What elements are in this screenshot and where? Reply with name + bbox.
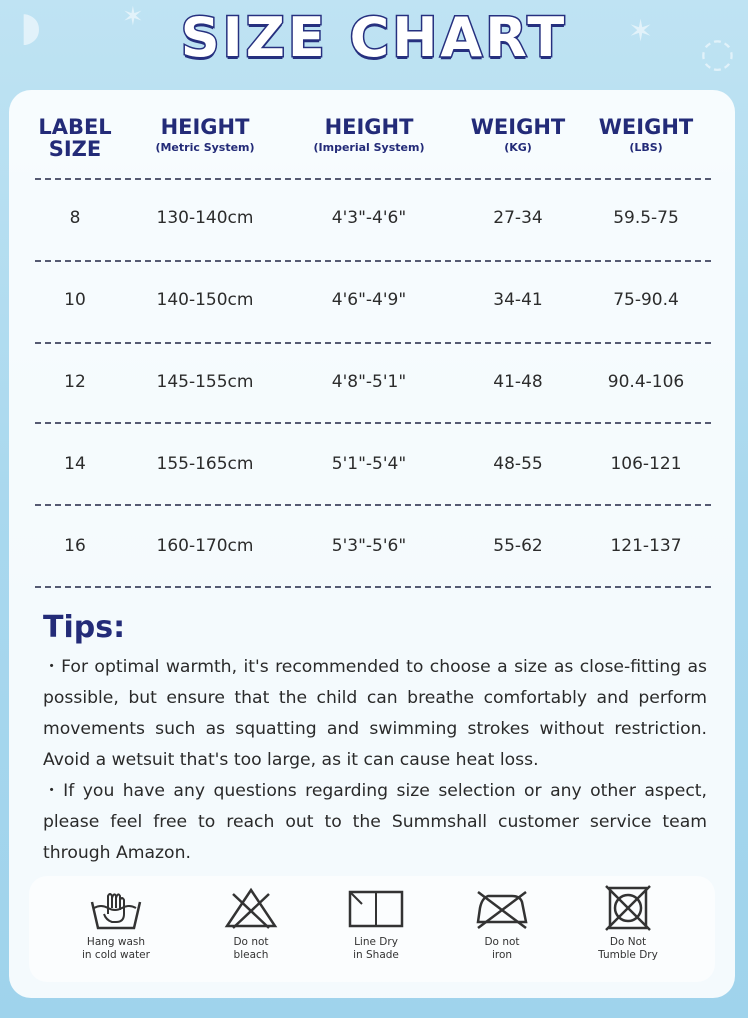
divider: [35, 504, 711, 506]
no-iron-icon: [472, 884, 532, 932]
page-title: SIZE CHART: [180, 6, 568, 69]
hand-wash-icon: [86, 884, 146, 932]
care-instructions: [29, 876, 715, 982]
table-row: [9, 526, 735, 566]
table-row: [9, 280, 735, 320]
cell-height-imperial: 5'1"-5'4": [331, 454, 407, 474]
divider: [35, 586, 711, 588]
cell-weight-kg: 48-55: [493, 454, 543, 474]
size-chart-card: [9, 90, 735, 998]
cell-weight-lbs: 106-121: [610, 454, 682, 474]
cell-height-metric: 160-170cm: [156, 536, 254, 556]
care-item-hand-wash: Hang wash in cold water: [61, 884, 171, 962]
cell-height-metric: 145-155cm: [156, 372, 254, 392]
cell-height-metric: 140-150cm: [156, 290, 254, 310]
tips-body: [43, 652, 707, 869]
cell-height-metric: 155-165cm: [156, 454, 254, 474]
cell-label-size: 10: [64, 290, 86, 310]
table-row: [9, 444, 735, 484]
tip-paragraph: ・For optimal warmth, it's recommended to choose a size as close-fitting as possible, but ensure that the child can breathe comfortably and perform movements such as squatting and swimming strokes without restriction. Avoid a wetsuit that's too large, as it can cause heat loss.: [43, 657, 707, 770]
table-row: [9, 362, 735, 402]
cell-height-imperial: 4'8"-5'1": [331, 372, 407, 392]
cell-weight-lbs: 90.4-106: [607, 372, 685, 392]
cell-label-size: 12: [64, 372, 86, 392]
header-height-imperial: HEIGHT (Imperial System): [313, 115, 425, 154]
tip-paragraph: ・If you have any questions regarding size selection or any other aspect, please feel free to reach out to the Summshall customer service team through Amazon.: [43, 781, 707, 863]
divider: [35, 422, 711, 424]
line-dry-shade-icon: [346, 884, 406, 932]
cell-label-size: 8: [69, 208, 81, 228]
care-item-no-tumble-dry: Do Not Tumble Dry: [573, 884, 683, 962]
cell-weight-lbs: 59.5-75: [613, 208, 679, 228]
cell-label-size: 16: [64, 536, 86, 556]
care-item-no-bleach: Do not bleach: [196, 884, 306, 962]
table-row: [9, 198, 735, 238]
divider: [35, 178, 711, 180]
starfish-decoration-icon: ✶: [628, 14, 654, 49]
header-height-metric: HEIGHT (Metric System): [155, 115, 255, 154]
cell-height-imperial: 4'6"-4'9": [331, 290, 407, 310]
care-item-line-dry: Line Dry in Shade: [321, 884, 431, 962]
cell-label-size: 14: [64, 454, 86, 474]
cell-weight-kg: 27-34: [493, 208, 543, 228]
cell-weight-kg: 34-41: [493, 290, 543, 310]
cell-weight-lbs: 75-90.4: [613, 290, 679, 310]
no-bleach-icon: [221, 884, 281, 932]
starfish-decoration-icon: ✶: [122, 2, 144, 32]
bubble-decoration-icon: ◌: [700, 30, 735, 76]
cell-height-imperial: 5'3"-5'6": [331, 536, 407, 556]
header-label-size: LABEL SIZE: [38, 115, 112, 161]
cell-weight-kg: 41-48: [493, 372, 543, 392]
divider: [35, 342, 711, 344]
divider: [35, 260, 711, 262]
cell-height-metric: 130-140cm: [156, 208, 254, 228]
shell-decoration-icon: ◗: [20, 4, 42, 50]
header-weight-kg: WEIGHT (KG): [470, 115, 566, 154]
cell-weight-kg: 55-62: [493, 536, 543, 556]
cell-height-imperial: 4'3"-4'6": [331, 208, 407, 228]
cell-weight-lbs: 121-137: [610, 536, 682, 556]
tips-heading: Tips:: [43, 610, 126, 645]
header-weight-lbs: WEIGHT (LBS): [598, 115, 694, 154]
no-tumble-dry-icon: [598, 884, 658, 932]
table-header: [9, 116, 735, 176]
care-item-no-iron: Do not iron: [447, 884, 557, 962]
